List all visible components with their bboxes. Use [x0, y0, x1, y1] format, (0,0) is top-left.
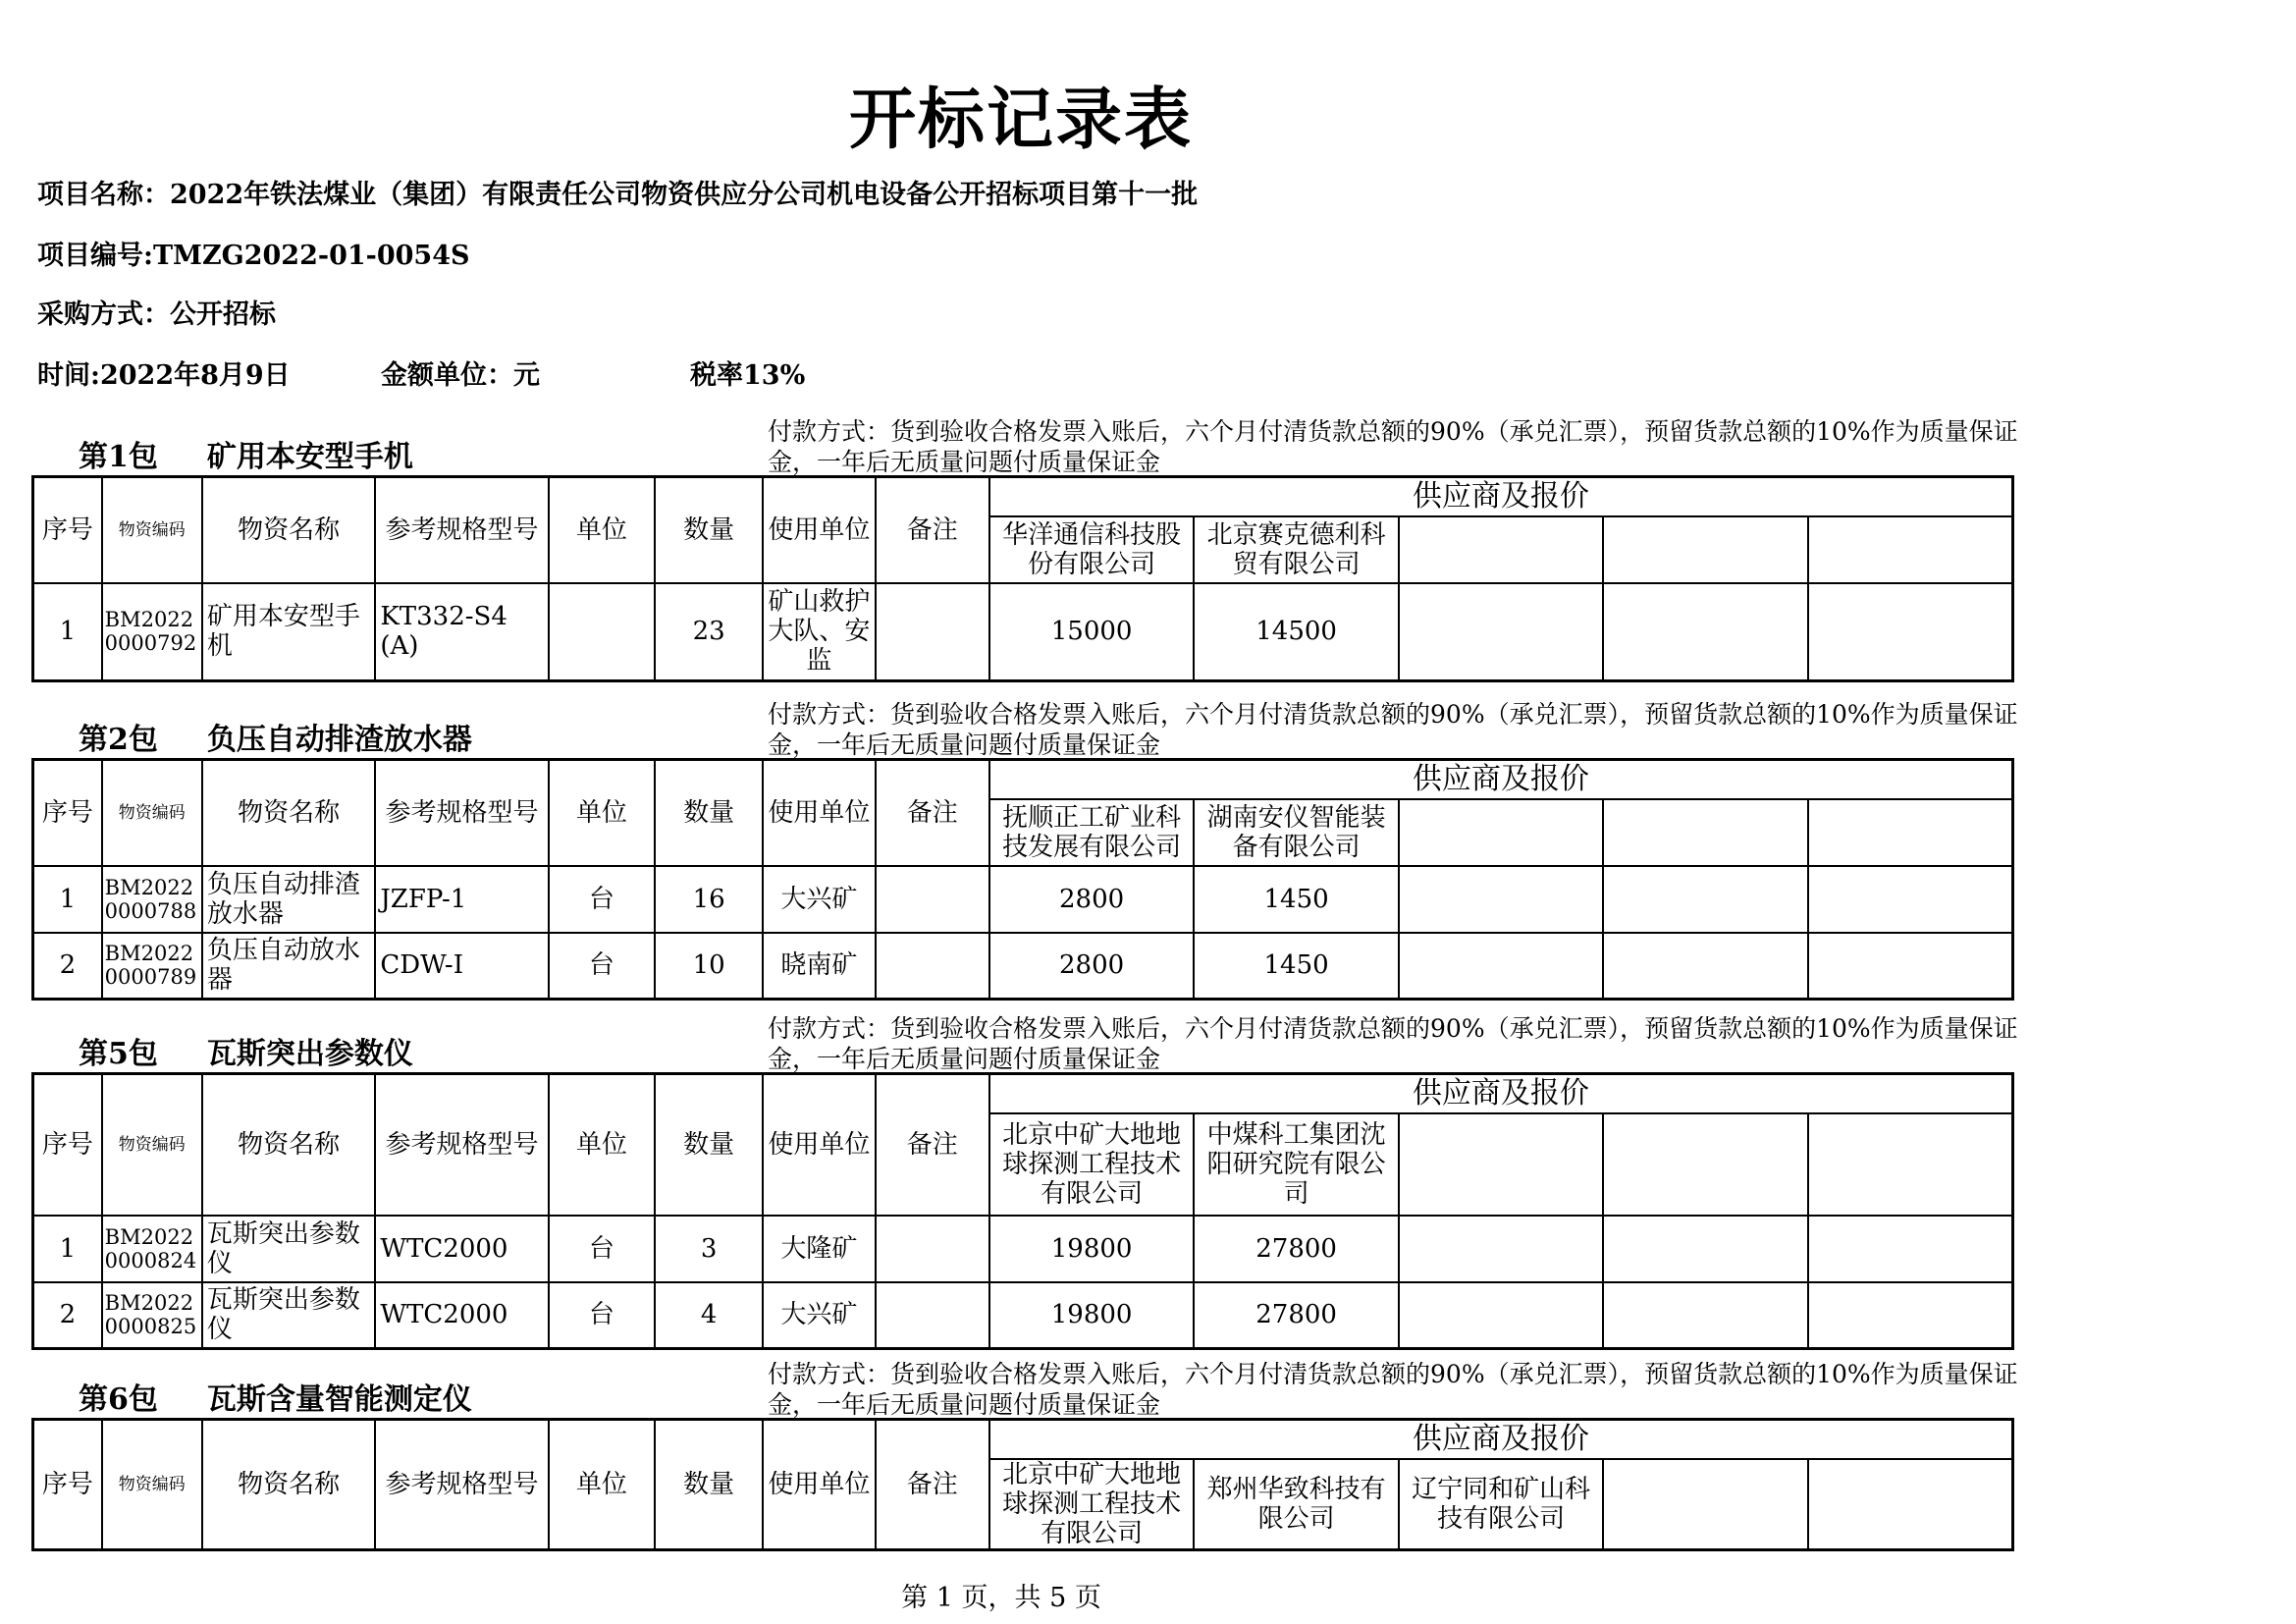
table-header-row [33, 760, 2013, 799]
supplier-quote-header: 供应商及报价 [989, 477, 2013, 516]
project-name: 项目名称：2022年铁法煤业（集团）有限责任公司物资供应分公司机电设备公开招标项目第十一批 [37, 180, 1199, 210]
item-price [1603, 866, 1808, 933]
supplier-name [1603, 1113, 1808, 1216]
package-title [79, 1375, 472, 1418]
item-code: BM20220000824 [102, 1216, 202, 1282]
col-spec-header: 参考规格型号 [375, 1074, 548, 1216]
item-seq: 1 [33, 866, 102, 933]
supplier-name [1808, 1459, 2013, 1550]
col-note-header: 备注 [876, 1074, 989, 1216]
item-price [1603, 1282, 1808, 1349]
item-price [1603, 933, 1808, 1000]
item-price [1808, 1216, 2013, 1282]
table-header-row [33, 1420, 2013, 1459]
procurement-method: 采购方式：公开招标 [37, 299, 276, 330]
item-unit: 台 [549, 1282, 655, 1349]
package-block [31, 1357, 2018, 1551]
item-code: BM20220000788 [102, 866, 202, 933]
item-price: 1450 [1194, 933, 1399, 1000]
package-label: 第5包 [79, 1037, 158, 1071]
item-price: 15000 [989, 583, 1195, 681]
package-header [31, 414, 2018, 476]
payment-terms: 付款方式：货到验收合格发票入账后，六个月付清货款总额的90%（承兑汇票），预留货款总额的10%作为质量保证金，一年后无质量问题付质量保证金 [768, 1360, 2018, 1419]
page-footer: 第 1 页，共 5 页 [901, 1583, 1101, 1613]
col-unit-header: 单位 [549, 477, 655, 583]
item-seq: 2 [33, 933, 102, 1000]
item-note [876, 933, 989, 1000]
item-code: BM20220000789 [102, 933, 202, 1000]
col-name-header: 物资名称 [202, 1420, 375, 1550]
bid-table [31, 1072, 2014, 1350]
supplier-name [1808, 1113, 2013, 1216]
supplier-name [1399, 1113, 1604, 1216]
item-price: 14500 [1194, 583, 1399, 681]
meta-tax-rate: 税率13% [690, 360, 806, 391]
item-note [876, 1282, 989, 1349]
package-block [31, 414, 2018, 682]
item-price: 1450 [1194, 866, 1399, 933]
item-spec: CDW-Ⅰ [375, 933, 548, 1000]
item-price [1399, 1282, 1604, 1349]
meta-time: 时间:2022年8月9日 [37, 360, 291, 391]
item-unit: 台 [549, 933, 655, 1000]
package-title [79, 432, 413, 475]
package-name: 矿用本安型手机 [206, 440, 413, 474]
package-title [79, 715, 472, 758]
item-seq: 1 [33, 583, 102, 681]
col-qty-header: 数量 [655, 477, 763, 583]
item-spec: JZFP-1 [375, 866, 548, 933]
item-unit: 台 [549, 866, 655, 933]
package-label: 第1包 [79, 440, 158, 474]
col-user-header: 使用单位 [763, 1420, 875, 1550]
item-price: 2800 [989, 866, 1195, 933]
table-header-row [33, 1074, 2013, 1113]
item-user: 晓南矿 [763, 933, 875, 1000]
supplier-name [1603, 1459, 1808, 1550]
supplier-name [1399, 516, 1604, 583]
supplier-name [1808, 516, 2013, 583]
item-name: 矿用本安型手机 [202, 583, 375, 681]
item-price: 27800 [1194, 1216, 1399, 1282]
col-seq-header: 序号 [33, 477, 102, 583]
col-user-header: 使用单位 [763, 477, 875, 583]
supplier-name: 郑州华致科技有限公司 [1194, 1459, 1399, 1550]
supplier-name: 华洋通信科技股份有限公司 [989, 516, 1195, 583]
item-qty: 3 [655, 1216, 763, 1282]
item-price [1808, 866, 2013, 933]
supplier-name [1399, 799, 1604, 866]
col-note-header: 备注 [876, 477, 989, 583]
item-seq: 2 [33, 1282, 102, 1349]
table-row [33, 1216, 2013, 1282]
item-user: 大兴矿 [763, 1282, 875, 1349]
payment-terms: 付款方式：货到验收合格发票入账后，六个月付清货款总额的90%（承兑汇票），预留货款总额的10%作为质量保证金，一年后无质量问题付质量保证金 [768, 1014, 2018, 1073]
col-spec-header: 参考规格型号 [375, 1420, 548, 1550]
table-row [33, 1282, 2013, 1349]
item-name: 负压自动排渣放水器 [202, 866, 375, 933]
item-code: BM20220000792 [102, 583, 202, 681]
payment-terms: 付款方式：货到验收合格发票入账后，六个月付清货款总额的90%（承兑汇票），预留货款总额的10%作为质量保证金，一年后无质量问题付质量保证金 [768, 417, 2018, 476]
item-note [876, 1216, 989, 1282]
col-unit-header: 单位 [549, 760, 655, 866]
table-header-row [33, 477, 2013, 516]
col-name-header: 物资名称 [202, 760, 375, 866]
supplier-quote-header: 供应商及报价 [989, 760, 2013, 799]
meta-line [37, 353, 805, 392]
col-seq-header: 序号 [33, 1420, 102, 1550]
col-user-header: 使用单位 [763, 1074, 875, 1216]
item-price [1603, 583, 1808, 681]
item-unit [549, 583, 655, 681]
item-qty: 4 [655, 1282, 763, 1349]
item-spec: WTC2000 [375, 1216, 548, 1282]
bid-table [31, 1418, 2014, 1551]
table-row [33, 933, 2013, 1000]
col-spec-header: 参考规格型号 [375, 477, 548, 583]
meta-currency-unit: 金额单位：元 [381, 360, 540, 391]
item-seq: 1 [33, 1216, 102, 1282]
page-title: 开标记录表 [848, 81, 1193, 159]
item-spec: WTC2000 [375, 1282, 548, 1349]
col-seq-header: 序号 [33, 760, 102, 866]
package-name: 瓦斯含量智能测定仪 [206, 1382, 472, 1417]
supplier-name: 北京中矿大地地球探测工程技术有限公司 [989, 1459, 1195, 1550]
supplier-name: 抚顺正工矿业科技发展有限公司 [989, 799, 1195, 866]
payment-terms: 付款方式：货到验收合格发票入账后，六个月付清货款总额的90%（承兑汇票），预留货款总额的10%作为质量保证金，一年后无质量问题付质量保证金 [768, 700, 2018, 759]
col-code-header: 物资编码 [102, 1420, 202, 1550]
bid-table [31, 758, 2014, 1001]
item-price [1808, 1282, 2013, 1349]
item-user: 大隆矿 [763, 1216, 875, 1282]
item-user: 矿山救护大队、安监 [763, 583, 875, 681]
item-price: 2800 [989, 933, 1195, 1000]
supplier-name [1808, 799, 2013, 866]
supplier-quote-header: 供应商及报价 [989, 1420, 2013, 1459]
item-price: 27800 [1194, 1282, 1399, 1349]
item-name: 负压自动放水器 [202, 933, 375, 1000]
item-name: 瓦斯突出参数仪 [202, 1282, 375, 1349]
supplier-name [1603, 799, 1808, 866]
item-note [876, 583, 989, 681]
col-note-header: 备注 [876, 760, 989, 866]
item-qty: 16 [655, 866, 763, 933]
package-header [31, 1357, 2018, 1419]
col-name-header: 物资名称 [202, 477, 375, 583]
col-unit-header: 单位 [549, 1074, 655, 1216]
col-name-header: 物资名称 [202, 1074, 375, 1216]
project-number: 项目编号:TMZG2022-01-0054S [37, 241, 470, 271]
item-price [1808, 933, 2013, 1000]
package-label: 第6包 [79, 1382, 158, 1417]
item-price [1808, 583, 2013, 681]
item-price [1399, 866, 1604, 933]
col-qty-header: 数量 [655, 1074, 763, 1216]
col-qty-header: 数量 [655, 760, 763, 866]
item-price [1399, 933, 1604, 1000]
col-seq-header: 序号 [33, 1074, 102, 1216]
package-name: 负压自动排渣放水器 [206, 723, 472, 757]
package-title [79, 1029, 413, 1072]
item-price [1603, 1216, 1808, 1282]
item-qty: 10 [655, 933, 763, 1000]
supplier-name: 北京中矿大地地球探测工程技术有限公司 [989, 1113, 1195, 1216]
supplier-quote-header: 供应商及报价 [989, 1074, 2013, 1113]
package-block [31, 1011, 2018, 1350]
item-price: 19800 [989, 1216, 1195, 1282]
col-user-header: 使用单位 [763, 760, 875, 866]
package-header [31, 697, 2018, 759]
bid-table [31, 475, 2014, 682]
col-unit-header: 单位 [549, 1420, 655, 1550]
col-qty-header: 数量 [655, 1420, 763, 1550]
col-spec-header: 参考规格型号 [375, 760, 548, 866]
item-price [1399, 1216, 1604, 1282]
package-block [31, 697, 2018, 1001]
item-qty: 23 [655, 583, 763, 681]
supplier-name: 中煤科工集团沈阳研究院有限公司 [1194, 1113, 1399, 1216]
col-code-header: 物资编码 [102, 760, 202, 866]
table-row [33, 866, 2013, 933]
item-price [1399, 583, 1604, 681]
col-code-header: 物资编码 [102, 477, 202, 583]
item-note [876, 866, 989, 933]
supplier-name: 湖南安仪智能装备有限公司 [1194, 799, 1399, 866]
supplier-name [1603, 516, 1808, 583]
item-user: 大兴矿 [763, 866, 875, 933]
col-code-header: 物资编码 [102, 1074, 202, 1216]
item-unit: 台 [549, 1216, 655, 1282]
table-row [33, 583, 2013, 681]
supplier-name: 辽宁同和矿山科技有限公司 [1399, 1459, 1604, 1550]
package-label: 第2包 [79, 723, 158, 757]
item-code: BM20220000825 [102, 1282, 202, 1349]
supplier-name: 北京赛克德利科贸有限公司 [1194, 516, 1399, 583]
package-name: 瓦斯突出参数仪 [206, 1037, 413, 1071]
item-name: 瓦斯突出参数仪 [202, 1216, 375, 1282]
item-price: 19800 [989, 1282, 1195, 1349]
package-header [31, 1011, 2018, 1073]
col-note-header: 备注 [876, 1420, 989, 1550]
item-spec: KT332-S4(A) [375, 583, 548, 681]
